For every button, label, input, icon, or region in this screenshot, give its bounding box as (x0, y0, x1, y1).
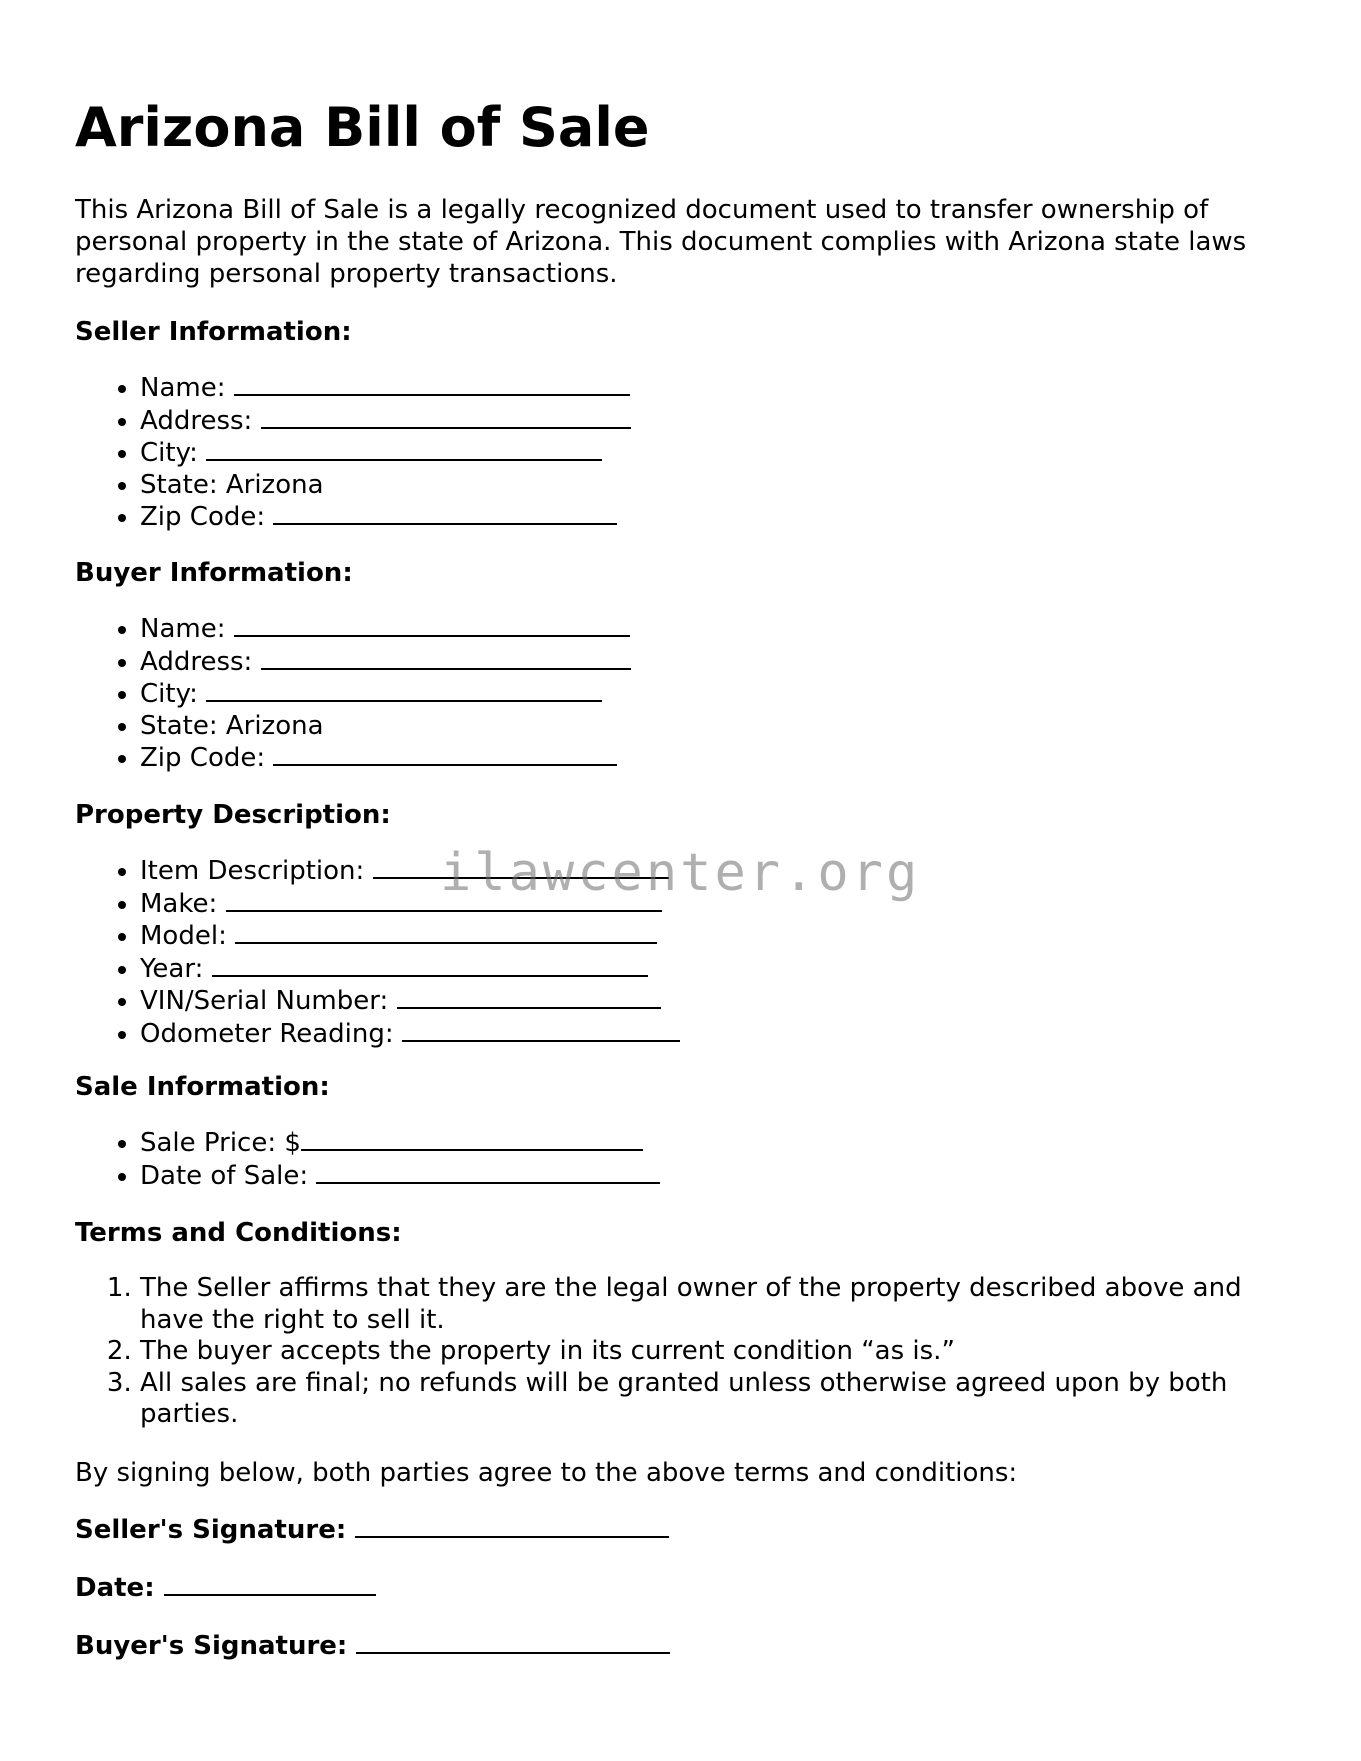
term-item: 3. All sales are final; no refunds will be granted unless otherwise agreed upon by both parties. (140, 1368, 1295, 1431)
sale-price-blank[interactable] (301, 1127, 643, 1151)
property-model-blank[interactable] (235, 920, 657, 944)
sale-fields (75, 1127, 1295, 1192)
sale-date-blank[interactable] (316, 1160, 660, 1184)
property-item-field: • Item Description: (140, 855, 1295, 888)
seller-heading: Seller Information: (75, 317, 352, 347)
watermark: ilawcenter.org (440, 843, 921, 903)
buyer-address-blank[interactable] (261, 646, 631, 670)
page-title: Arizona Bill of Sale (75, 96, 650, 159)
buyer-name-field: • Name: (140, 613, 1295, 646)
term-item: 1. The Seller affirms that they are the legal owner of the property described above and have the right to sell it. (140, 1273, 1295, 1336)
buyer-city-blank[interactable] (206, 678, 602, 702)
term-item: 2. The buyer accepts the property in its current condition “as is.” (140, 1336, 1295, 1368)
seller-name-field: • Name: (140, 372, 1295, 405)
seller-signature-blank[interactable] (355, 1514, 669, 1538)
seller-zip-field: • Zip Code: (140, 501, 1295, 534)
terms-heading: Terms and Conditions: (75, 1218, 402, 1248)
property-model-field: • Model: (140, 920, 1295, 953)
buyer-city-field: • City: (140, 678, 1295, 711)
signature-date-line: Date: (75, 1572, 376, 1604)
sale-price-field: • Sale Price: $ (140, 1127, 1295, 1160)
agreement-text: By signing below, both parties agree to the above terms and conditions: (75, 1458, 1018, 1488)
buyer-signature-line: Buyer's Signature: (75, 1630, 670, 1662)
property-vin-blank[interactable] (397, 985, 661, 1009)
property-odometer-field: • Odometer Reading: (140, 1018, 1295, 1051)
sale-date-field: • Date of Sale: (140, 1160, 1295, 1193)
seller-signature-line: Seller's Signature: (75, 1514, 669, 1546)
property-year-blank[interactable] (212, 953, 648, 977)
seller-city-blank[interactable] (206, 437, 602, 461)
buyer-name-blank[interactable] (234, 613, 630, 637)
terms-list (75, 1273, 1295, 1431)
buyer-address-field: • Address: (140, 646, 1295, 679)
seller-name-blank[interactable] (234, 372, 630, 396)
property-odometer-blank[interactable] (402, 1018, 680, 1042)
buyer-heading: Buyer Information: (75, 558, 353, 588)
seller-fields (75, 372, 1295, 534)
seller-city-field: • City: (140, 437, 1295, 470)
property-make-field: • Make: (140, 888, 1295, 921)
signature-date-blank[interactable] (164, 1572, 376, 1596)
property-heading: Property Description: (75, 800, 391, 830)
seller-address-blank[interactable] (261, 405, 631, 429)
seller-state-field: • State: Arizona (140, 470, 1295, 502)
buyer-state-field: • State: Arizona (140, 711, 1295, 743)
intro-paragraph: This Arizona Bill of Sale is a legally recognized document used to transfer ownership of personal property in the state of Arizona. This document complies with Arizona state laws regarding personal property transactions. (75, 195, 1247, 289)
buyer-signature-blank[interactable] (356, 1630, 670, 1654)
buyer-zip-field: • Zip Code: (140, 742, 1295, 775)
seller-zip-blank[interactable] (273, 501, 617, 525)
property-vin-field: • VIN/Serial Number: (140, 985, 1295, 1018)
buyer-zip-blank[interactable] (273, 742, 617, 766)
seller-address-field: • Address: (140, 405, 1295, 438)
buyer-fields (75, 613, 1295, 775)
sale-heading: Sale Information: (75, 1072, 330, 1102)
property-year-field: • Year: (140, 953, 1295, 986)
